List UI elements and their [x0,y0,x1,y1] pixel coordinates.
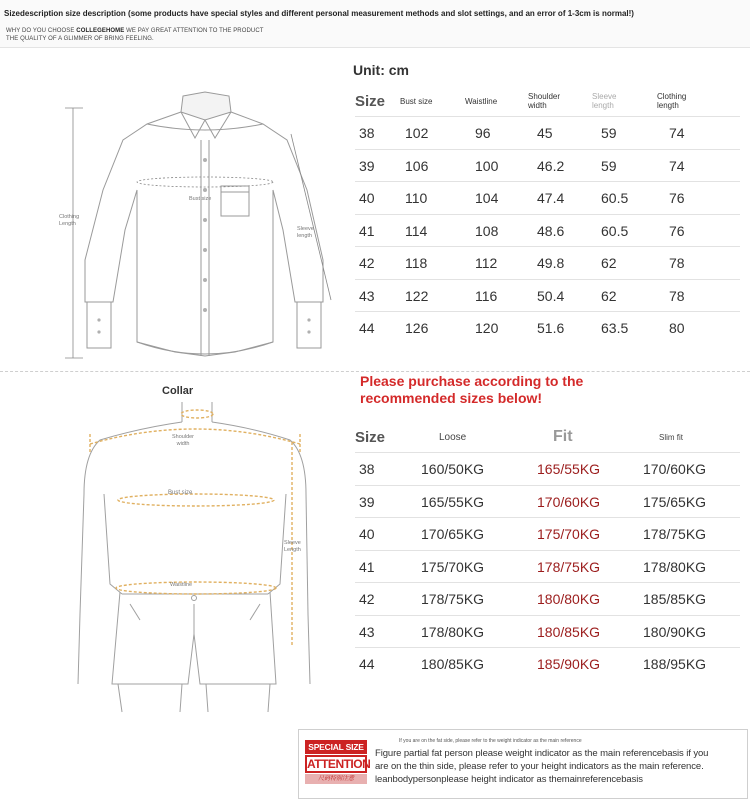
size-cell: 45 [537,125,553,141]
size-cell: 108 [475,222,499,239]
size-cell: 60.5 [601,222,629,239]
size-cell: 43 [359,287,375,304]
size-cell: 62 [601,287,617,304]
recommend-row [355,550,740,582]
size-cell: 40 [359,190,375,206]
size-row [355,311,740,343]
recommend-cell: 38 [359,461,375,477]
size-cell: 49.8 [537,255,565,271]
rec-header-slim: Slim fit [659,432,683,442]
size-cell: 59 [601,157,617,174]
recommend-cell: 44 [359,656,375,672]
size-cell: 48.6 [537,222,565,239]
special-size-badge: SPECIAL SIZE ATTENTION 尺码特别注意 [307,742,371,782]
recommend-cell: 180/80KG [537,591,601,607]
size-cell: 78 [669,287,685,304]
section-divider [0,371,750,372]
size-row [355,181,740,213]
recommend-row [355,452,740,484]
recommend-cell: 165/55KG [421,493,485,510]
tagline-post: WE PAY GREAT ATTENTION TO THE PRODUCT [126,28,264,34]
recommend-row [355,485,740,517]
body-drawing [70,384,320,714]
size-row [355,214,740,246]
recommend-cell: 175/65KG [643,493,707,510]
recommend-cell: 188/95KG [643,656,707,672]
rec-header-loose: Loose [439,431,467,443]
recommend-row [355,517,740,549]
notice-small-text: If you are on the fat side, please refer to the weight indicator as the main reference [399,738,582,744]
tagline-line2: THE QUALITY OF A GLIMMER OF BRING FEELING. [6,36,154,42]
tagline [6,28,264,34]
recommend-cell: 170/60KG [537,493,601,510]
size-row [355,279,740,311]
size-cell: 74 [669,125,685,141]
size-cell: 44 [359,320,375,336]
header-sleeve: Sleeve length [592,92,617,110]
tagline-pre: WHY DO YOU CHOOSE [6,28,75,34]
recommend-cell: 43 [359,623,375,640]
notice-line-3: leanbodypersonplease height indicator as themainreferencebasis [375,774,643,785]
collar-label: Collar [162,385,194,397]
size-cell: 41 [359,222,375,239]
recommend-cell: 175/70KG [421,558,485,575]
size-cell: 42 [359,255,375,271]
size-cell: 110 [405,190,428,206]
recommend-row [355,615,740,647]
recommend-cell: 170/65KG [421,526,485,542]
body-sleeve-label: Sleeve Length [284,540,301,553]
size-cell: 51.6 [537,320,565,336]
recommend-cell: 40 [359,526,375,542]
size-cell: 39 [359,157,375,174]
size-cell: 74 [669,157,685,174]
rec-header-size: Size [355,428,386,446]
recommend-table-header [355,422,740,452]
clothing-length-label: Clothing Length [59,214,80,227]
page-header [0,0,750,48]
recommend-cell: 39 [359,493,375,510]
special-size-notice [298,729,748,799]
recommend-cell: 175/70KG [537,526,601,542]
recommend-cell: 165/55KG [537,461,601,477]
recommend-cell: 160/50KG [421,461,485,477]
recommend-cell: 185/90KG [537,656,601,672]
size-row [355,149,740,181]
size-cell: 60.5 [601,190,629,206]
purchase-notice: Please purchase according to the recommended sizes below! [360,373,584,406]
size-cell: 114 [405,222,428,239]
recommend-cell: 180/85KG [537,623,601,640]
header-bust: Bust size [400,96,433,106]
notice-line-1: Figure partial fat person please weight indicator as the main referencebasis if you [375,748,709,759]
shirt-illustration [55,80,345,370]
size-row [355,246,740,278]
size-table [355,86,740,346]
shirt-sleeve-label: Sleeve length [297,226,314,239]
size-cell: 106 [405,157,429,174]
size-cell: 80 [669,320,685,336]
header-waist: Waistline [465,96,498,106]
size-cell: 104 [475,190,499,206]
size-cell: 112 [475,255,498,271]
header-size: Size [355,92,386,110]
size-cell: 76 [669,190,685,206]
size-cell: 63.5 [601,320,629,336]
waistline-label: Waistline [170,582,193,588]
body-bust-label: Bust size [168,490,193,496]
recommend-cell: 170/60KG [643,461,707,477]
recommend-cell: 42 [359,591,375,607]
shirt-drawing [55,80,345,370]
recommend-cell: 180/90KG [643,623,707,640]
size-cell: 96 [475,125,491,141]
notice-line-2: are on the thin side, please refer to your height indicators as the main reference. [375,761,704,772]
size-table-header [355,86,740,116]
size-cell: 100 [475,157,499,174]
brand-name: COLLEGEHOME [76,28,125,34]
recommend-cell: 178/75KG [643,526,707,542]
size-cell: 50.4 [537,287,565,304]
recommend-cell: 178/80KG [421,623,485,640]
recommend-cell: 180/85KG [421,656,485,672]
size-cell: 78 [669,255,685,271]
recommend-cell: 185/85KG [643,591,707,607]
size-cell: 116 [475,287,498,304]
unit-label: Unit: cm [353,62,409,78]
size-description: Sizedescription size description (some products have special styles and different personal measurement methods and slot settings, and an error of 1-3cm is normal!) [4,9,634,18]
size-cell: 126 [405,320,429,336]
size-row [355,116,740,148]
recommend-row [355,582,740,614]
recommend-cell: 41 [359,558,375,575]
size-cell: 120 [475,320,499,336]
size-cell: 118 [405,255,428,271]
recommend-cell: 178/80KG [643,558,707,575]
size-cell: 76 [669,222,685,239]
recommend-table [355,422,740,682]
recommend-row [355,647,740,679]
body-illustration [70,384,320,714]
shirt-bust-label: Bust size [189,196,212,202]
size-cell: 46.2 [537,157,565,174]
shoulder-width-label: Shoulder width [172,434,195,447]
size-cell: 62 [601,255,617,271]
size-cell: 59 [601,125,617,141]
size-cell: 38 [359,125,375,141]
size-cell: 122 [405,287,429,304]
size-cell: 102 [405,125,429,141]
recommend-cell: 178/75KG [537,558,601,575]
header-shoulder: Shoulder width [528,92,561,110]
recommend-cell: 178/75KG [421,591,485,607]
rec-header-fit: Fit [553,428,573,445]
header-clothing: Clothing length [657,92,687,110]
size-cell: 47.4 [537,190,565,206]
